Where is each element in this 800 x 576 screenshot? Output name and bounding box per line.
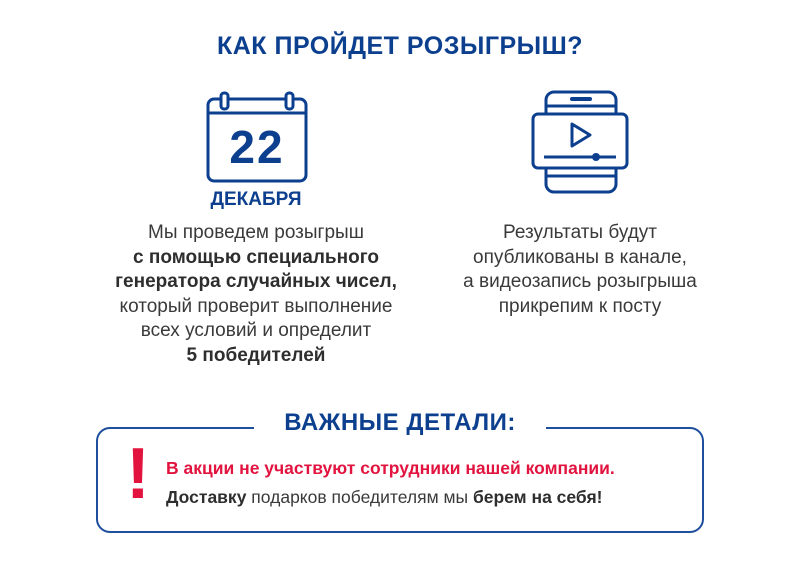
results-line: а видеозапись розыгрыша (463, 271, 697, 292)
results-line: Результаты будут (503, 222, 657, 243)
delivery-note (166, 487, 686, 508)
calendar-month: ДЕКАБРЯ (210, 189, 302, 210)
details-title: ВАЖНЫЕ ДЕТАЛИ: (254, 409, 546, 437)
results-line: прикрепим к посту (498, 295, 662, 317)
exclamation-icon: ! (126, 434, 150, 514)
results-line: опубликованы в канале, (473, 246, 687, 268)
draw-method-text (86, 221, 426, 368)
draw-method-line: который проверит выполнение (119, 295, 393, 317)
phone-video-icon (530, 89, 630, 195)
results-text (430, 221, 730, 319)
draw-method-line: всех условий и определит (140, 320, 372, 341)
delivery-note-text: подарков победителям мы (246, 487, 473, 507)
delivery-note-bold: Доставку (166, 487, 247, 507)
draw-method-line: Мы проведем розыгрыш (148, 222, 364, 243)
draw-method-line: с помощью специального (133, 246, 379, 268)
delivery-note-bold: берем на себя! (472, 487, 603, 507)
draw-method-line: генератора случайных чисел, (115, 271, 397, 292)
calendar-day: 22 (229, 121, 285, 173)
warning-text: В акции не участвуют сотрудники нашей компании. (166, 458, 615, 478)
details-box (96, 427, 704, 533)
winners-count: 5 победителей (186, 344, 326, 366)
page-title: КАК ПРОЙДЕТ РОЗЫГРЫШ? (216, 32, 584, 60)
